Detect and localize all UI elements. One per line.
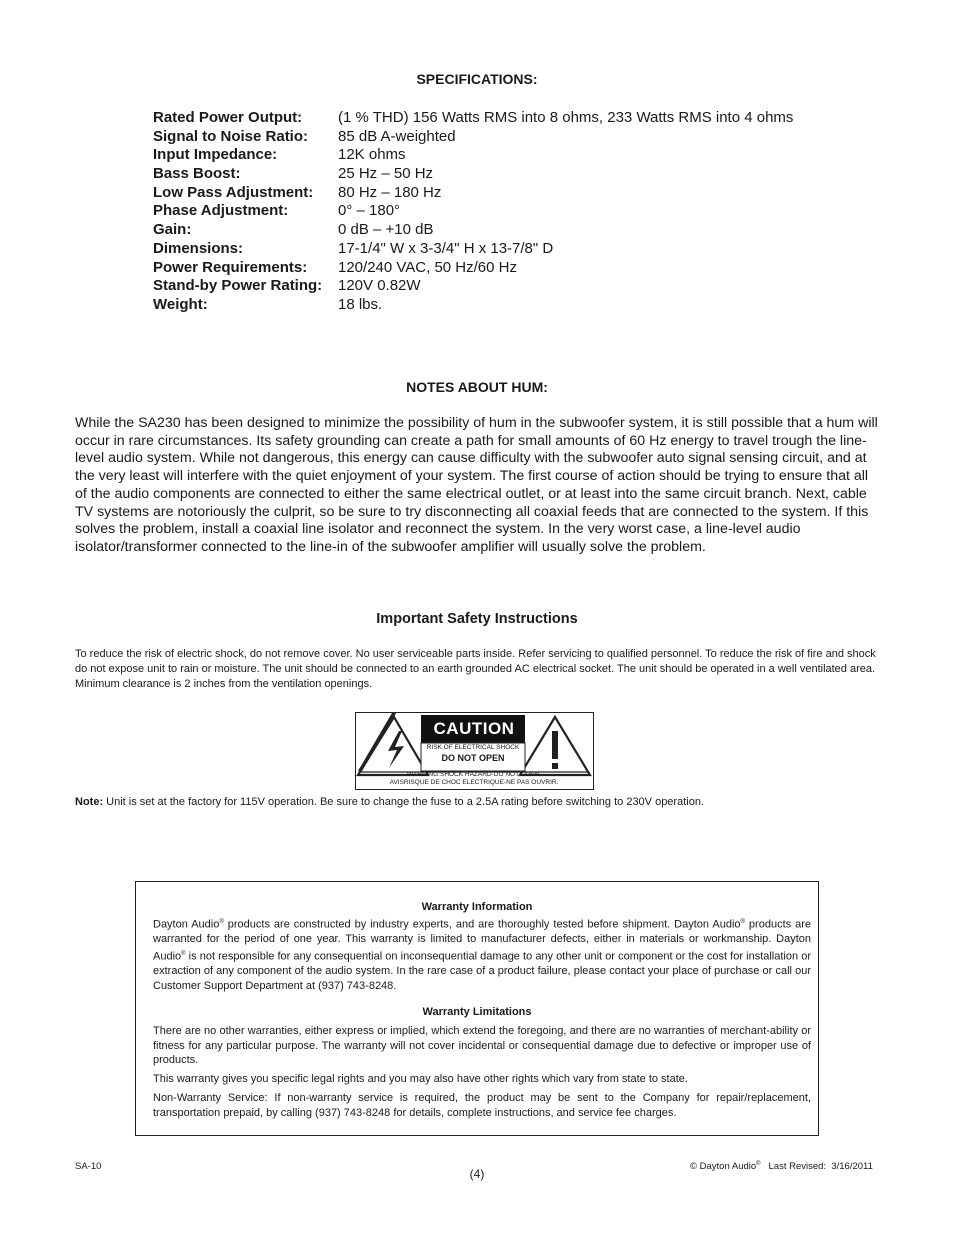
exclamation-triangle-icon [520, 717, 590, 775]
spec-label: Rated Power Output: [153, 109, 303, 126]
brand-name: Dayton Audio [674, 918, 741, 931]
note-text: Unit is set at the factory for 115V operation. Be sure to change the fuse to a 2.5A rating before switching to 230V operation. [103, 796, 704, 808]
registered-mark: ® [181, 950, 186, 957]
warranty-text: is not responsible for any consequential on inconsequential damage to any other unit or component or the cost for installation or extraction of any component of the audio system. In the rare case of a product failure, please contact your place of purchase or call our Customer Support Department at (937) 743-8248. [153, 950, 811, 992]
hum-paragraph: While the SA230 has been designed to minimize the possibility of hum in the subwoofer system, it is still possible that a hum will occur in rare circumstances. Its safety grounding can create a path for small amounts of 60 Hz energy to travel trough the line-level audio system. While not dangerous, this energy can cause difficulty with the subwoofer auto signal sensing circuit, and at the very least will interfere with the quiet enjoyment of your system. The first course of action should be trying to ensure that all of the audio components are connected to either the same electrical outlet, or at least into the same circuit branch. Next, cable TV systems are notoriously the culprit, so be sure to try disconnecting all coaxial feeds that are connected to the system. If this solves the problem, install a coaxial line isolator and reconnect the system. In the very worst case, a line-level audio isolator/transformer connected to the line-in of the subwoofer amplifier will usually solve the problem. [75, 415, 878, 555]
warranty-info-heading: Warranty Information [421, 901, 533, 913]
warranty-box [135, 881, 819, 1136]
spec-row [153, 259, 853, 278]
spec-label: Phase Adjustment: [153, 202, 289, 220]
safety-heading: Important Safety Instructions [376, 611, 578, 627]
spec-value: 85 dB A-weighted [338, 127, 456, 145]
spec-label: Weight: [153, 295, 208, 313]
spec-label: Gain: [153, 221, 192, 239]
caution-risk-line: RISK OF ELECTRICAL SHOCK [426, 744, 520, 751]
caution-do-not-open: DO NOT OPEN [441, 753, 505, 763]
spec-value: 0° – 180° [338, 202, 401, 220]
spec-value: 80 Hz – 180 Hz [338, 183, 442, 201]
spec-value: 17-1/4" W x 3-3/4" H x 13-7/8" D [338, 239, 554, 257]
brand-name: Dayton Audio [153, 918, 220, 931]
warranty-limitations-heading: Warranty Limitations [422, 1006, 532, 1018]
spec-value: 0 dB – +10 dB [338, 221, 434, 239]
registered-mark: ® [740, 919, 745, 925]
spec-label: Stand-by Power Rating: [153, 277, 323, 295]
spec-label: Low Pass Adjustment: [153, 183, 314, 201]
warranty-limitations-paragraph: There are no other warranties, either express or implied, which extend the foregoing, and there are no warranties of merchant-ability or fitness for any particular purpose. The warranty will not cover incidental or consequential damage due to defective or improper use of products. [153, 1025, 811, 1067]
spec-row [153, 240, 853, 259]
spec-row [153, 221, 853, 240]
copyright-text: © Dayton Audio [690, 1161, 757, 1173]
page-number: (4) [469, 1167, 485, 1181]
fuse-note [75, 795, 883, 809]
spec-value: 12K ohms [338, 146, 406, 164]
spec-row [153, 184, 853, 203]
spec-value: 120/240 VAC, 50 Hz/60 Hz [338, 258, 517, 276]
revised-date: Last Revised: 3/16/2011 [760, 1161, 873, 1173]
spec-row [153, 202, 853, 221]
spec-row [153, 146, 853, 165]
caution-label [355, 712, 594, 790]
warranty-text: products are warranted for the period of one year. This warranty is limited to manufacturer defects, either in materials or workmanship. [153, 918, 811, 946]
spec-value: (1 % THD) 156 Watts RMS into 8 ohms, 233 Watts RMS into 4 ohms [338, 109, 794, 126]
caution-title: CAUTION [433, 719, 515, 738]
spec-row [153, 128, 853, 147]
safety-paragraph: To reduce the risk of electric shock, do not remove cover. No user serviceable parts inside. Refer servicing to qualified personnel. To reduce the risk of fire and shock do not expose unit to rain or moisture. The unit should be connected to an earth grounded AC electrical socket. The unit should be operated in a well ventilated area. Minimum clearance is 2 inches from the ventilation openings. [75, 648, 876, 691]
spec-value: 18 lbs. [338, 295, 383, 313]
non-warranty-service-paragraph: Non-Warranty Service: If non-warranty service is required, the product may be sent to the Company for repair/replacement, transportation prepaid, by calling (937) 743-8248 for details, complete instructions, and service fee charges. [153, 1092, 811, 1119]
specifications-heading: SPECIFICATIONS: [416, 71, 538, 87]
registered-mark: ® [219, 919, 224, 925]
note-label: Note: [75, 796, 104, 808]
spec-label: Power Requirements: [153, 258, 308, 276]
warranty-text: products are constructed by industry experts, and are thoroughly tested before shipment. [223, 918, 675, 931]
spec-label: Input Impedance: [153, 146, 278, 164]
spec-row [153, 165, 853, 184]
registered-mark: ® [756, 1161, 761, 1167]
specifications-table [153, 109, 853, 315]
spec-value: 120V 0.82W [338, 277, 421, 295]
spec-label: Signal to Noise Ratio: [153, 127, 309, 145]
spec-label: Bass Boost: [153, 165, 241, 183]
warranty-rights-paragraph: This warranty gives you specific legal rights and you may also have other rights which vary from state to state. [153, 1073, 688, 1085]
caution-warning-fr: AVISRISQUE DE CHOC ELECTRIQUE-NE PAS OUVRIR. [389, 779, 559, 786]
spec-row [153, 296, 853, 315]
spec-value: 25 Hz – 50 Hz [338, 165, 434, 183]
caution-warning-en: WARNING:SHOCK HAZARD-DO NOT OPEN. [407, 771, 541, 778]
spec-label: Dimensions: [153, 239, 244, 257]
footer-copyright [690, 1161, 873, 1172]
lightning-bolt-triangle-icon [358, 713, 428, 775]
brand-name: Dayton Audio [153, 933, 811, 963]
warranty-info-paragraph [153, 915, 811, 993]
footer-model: SA-10 [75, 1161, 102, 1172]
spec-row [153, 109, 853, 128]
spec-row [153, 277, 853, 296]
hum-heading: NOTES ABOUT HUM: [406, 379, 548, 395]
